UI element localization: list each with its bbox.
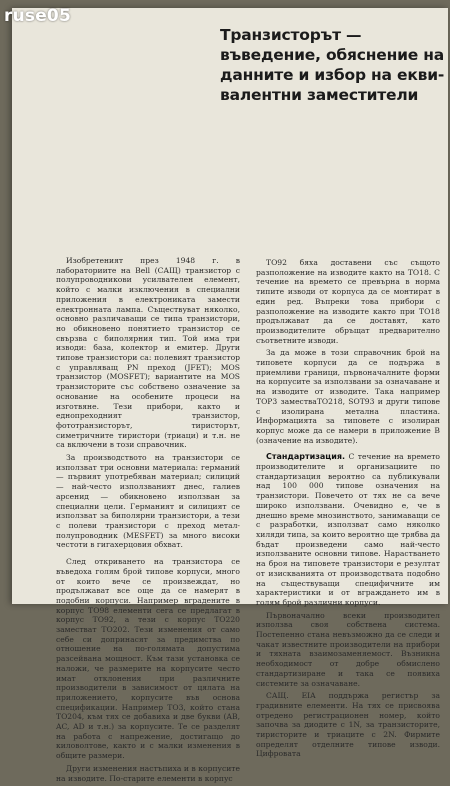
title-line-3: данните и избор на екви-	[220, 66, 445, 84]
right-paragraph-5: САЩ. EIA поддържа регистър за градивните елементи. На тях се присвоява отредено регистрационен номер, който започва за диодите с 1N, за транзисторите, тиристорите и триаците с 2N. Фирмите определят отделните типове изводи. Цифровата	[256, 691, 440, 759]
title-line-4: валентни заместители	[220, 86, 419, 104]
standardization-heading: Стандартизация.	[266, 452, 346, 462]
left-column	[56, 256, 240, 786]
book-page	[12, 8, 448, 783]
left-paragraph-4: Други изменения настъпиха и в корпусите на изводите. По-старите елементи в корпус	[56, 763, 240, 783]
standardization-text: С течение на времето производителите и организациите по стандартизация вероятно са публикували над 100 000 типове означения на транзистори. Повечето от тях не са вече широко използвани. Очевидно е, че в днешно време мнозинството, занимаващи се с разработки, използват само няколко хиляди типа, за които вероятно ще трябва да бъдат произведени само най-често използваните основни типове. Нарастването на броя на типовете транзистори е резултат от изискванията от производствата подобно на съществуващи специфичните им характеристики и от вграждането им в голям брой различни корпуси.	[256, 452, 440, 607]
right-paragraph-1: ТО92 бяха доставени със същото разположение на изводите както на ТО18. С течение на времето се превърна в норма типите изводи от корпуса да се монтират в един ред. Въпреки това прибори с разположение на изводите както при ТО18 продължават да се доставят, като производителите обръщат предварително съответните изводи.	[256, 258, 440, 345]
right-column	[256, 258, 440, 762]
watermark-logo: ruse05	[4, 6, 71, 26]
right-paragraph-2: За да може в този справочник брой на типовете корпуси да се подържа в приемливи граници, първоначалните форми на корпусите за използвани за означаване и на изводите от изводите. Така например ТОР3 заместваТО218, SOT93 и други типове с изолирана метална пластина. Информацията за типовете с изолиран корпус може да се намери в приложение В (означение на изводите).	[256, 348, 440, 445]
article-title	[220, 25, 445, 105]
title-line-2: въведение, обяснение на	[220, 46, 445, 64]
right-paragraph-4: Първоначално всеки производител използва своя собствена система. Постепенно стана невъзможно да се следи и чакат известните производители на прибори и тяхната взаимозаменяемост. Възникна необходимост от добре обмислено стандартизиране и така се появиха системите за означаване.	[256, 610, 440, 688]
right-paragraph-3	[256, 452, 440, 607]
left-paragraph-1: Изобретеният през 1948 г. в лабораториите на Bell (САЩ) транзистор с полупроводникови усилвателен елемент, който с малки изключения в специални приложения в електрониката замести електронната лампа. Съществуват няколко, основно различаващи се типа транзистори, но обикновено понятието транзистор се свързва с биполярния тип. Той има три изводи: база, колектор и емитер. Други типове транзистори са: полевият транзистор с управляващ PN преход (JFET); MOS транзистор (MOSFET); вариантите на MOS транзисторите със собствено означение за основание на особените процеси на изготвяне. Тези прибори, както и еднопреходният транзистор, фототранзисторът, тиристорът, симетричните тиристори (триаци) и т.н. не са включени в този справочник.	[56, 256, 240, 450]
title-line-1: Транзисторът —	[220, 26, 362, 44]
left-paragraph-2: За производството на транзистори се използват три основни материала: германий — първият употребяван материал; силиций — най-често използваният днес, галиев арсенид — обикновено използван за специални цели. Германият и силицият се използват за биполярни транзистори, а тези с полеви транзистори с преход метал-полупроводник (MESFET) за много високи честоти в гигахерцовия обхват.	[56, 453, 240, 550]
left-paragraph-3: След откриването на транзистора се въведоха голям брой типове корпуси, много от които вече се произвеждат, но продължават все още да се намерят в подобни корпуси. Например вградените в корпус ТО98 елементи сега се предлагат в корпус ТО92, а тези с корпус ТО220 заместват ТО202. Тези изменения от само себе си допринасят за предимства по отношение на по-голямата допустима разсейвана мощност. Към тази установка се наложи, че размерите на корпусите често имат отклонения при различните производители в зависимост от цялата на приложението, корпусите във основа спецификации. Например ТО3, който стана ТО204, към тях се добавиха и две букви (AB, AC, AD и т.н.) за корпусите. Те се разделят на работа с напрежение, достигащо до киловолтове, както и с малки изменения в общите размери.	[56, 557, 240, 761]
